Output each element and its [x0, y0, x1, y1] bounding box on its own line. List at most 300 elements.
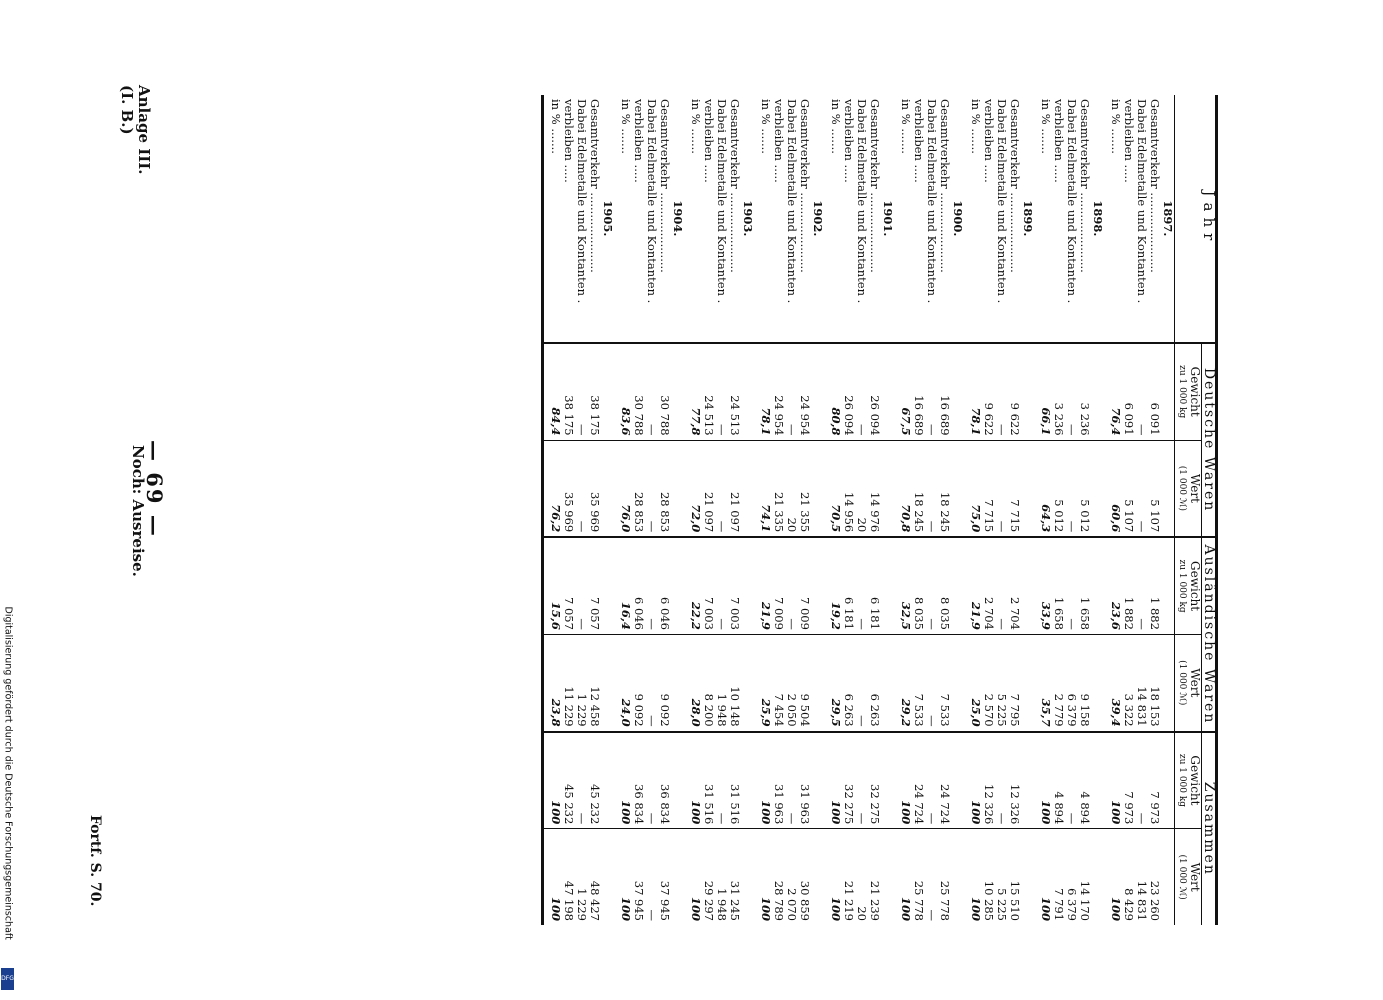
table-cell: 29 297: [702, 880, 716, 921]
year-row: [671, 95, 684, 925]
table-cell: —: [575, 343, 588, 440]
table-cell: 45 232: [588, 732, 601, 829]
table-cell: 100: [969, 896, 983, 921]
table-cell: 7 715: [1008, 440, 1021, 537]
table-cell: 24 513: [702, 343, 715, 440]
anlage-label: [118, 85, 152, 175]
table-cell: 100: [1104, 732, 1122, 829]
table-cell: —: [1135, 343, 1148, 440]
table-cell: 6 379: [1065, 888, 1079, 921]
percent-row: [894, 95, 912, 925]
table-cell: 7 533: [912, 634, 925, 731]
table-cell: 7 057: [562, 537, 575, 634]
table-cell: 21,9: [964, 537, 982, 634]
year-label: 1897.: [1161, 95, 1175, 343]
table-cell: 31 963: [798, 732, 811, 829]
table-cell: 16,4: [614, 537, 632, 634]
gesamtverkehr-row: [938, 95, 951, 925]
empty-cell: [601, 829, 614, 925]
table-cell: 1 948: [715, 634, 728, 731]
table-cell: 100: [824, 732, 842, 829]
table-cell: 77,8: [684, 343, 702, 440]
empty-cell: [1091, 732, 1104, 829]
table-cell: 100: [829, 896, 843, 921]
table-cell: 9 622: [982, 343, 995, 440]
table-cell: —: [715, 537, 728, 634]
table-cell: 25,9: [754, 634, 772, 731]
table-cell: 4 894: [1052, 732, 1065, 829]
subheader-gewicht: Gewicht: [1188, 343, 1202, 440]
year-label: 1899.: [1021, 95, 1034, 343]
row-label: verbleiben .....: [1122, 95, 1135, 343]
row-label: Gesamtverkehr ......................: [868, 95, 881, 343]
table-cell: 21 335: [772, 440, 785, 537]
table-cell: 37 945: [658, 880, 672, 921]
table-cell: 8 200: [702, 634, 715, 731]
empty-cell: [671, 829, 684, 925]
column-header-jahr: Jahr: [1175, 95, 1217, 343]
table-cell: 80,8: [824, 343, 842, 440]
table-cell: —: [645, 343, 658, 440]
table-cell: 18 245: [912, 440, 925, 537]
empty-cell: [1161, 829, 1175, 925]
group-header-deutsche: Deutsche Waren: [1202, 343, 1217, 537]
table-cell: 20: [855, 440, 868, 537]
table-cell: 3 236: [1052, 343, 1065, 440]
table-cell: 31 245: [728, 880, 742, 921]
empty-cell: [601, 732, 614, 829]
table-cell: 7 003: [702, 537, 715, 634]
table-cell: —: [575, 537, 588, 634]
edelmetalle-row: [575, 95, 588, 925]
table-cell: 32,5: [894, 537, 912, 634]
empty-cell: [1021, 732, 1034, 829]
table-cell: 5 012: [1052, 440, 1065, 537]
table-cell: 6 379: [1065, 634, 1078, 731]
anlage-title: Anlage III.: [135, 85, 153, 175]
year-row: [1091, 95, 1104, 925]
group-header-auslaendische: Ausländische Waren: [1202, 537, 1217, 731]
empty-cell: [811, 732, 824, 829]
table-cell: —: [785, 732, 798, 829]
table-cell: 18 153: [1148, 634, 1161, 731]
table-cell: 24 724: [938, 732, 951, 829]
table-cell: 26 094: [842, 343, 855, 440]
table-cell: 4 894: [1078, 732, 1091, 829]
verbleiben-row: [982, 95, 995, 925]
percent-row: [964, 95, 982, 925]
empty-cell: [671, 537, 684, 634]
empty-cell: [811, 634, 824, 731]
table-cell: 66,1: [1034, 343, 1052, 440]
table-cell: 100: [964, 732, 982, 829]
row-label: Gesamtverkehr ......................: [1078, 95, 1091, 343]
table-cell: 20: [855, 906, 869, 921]
row-label: Dabei Edelmetalle und Kontanten .: [925, 95, 938, 343]
table-cell: —: [925, 634, 938, 731]
table-cell: 2 050: [785, 634, 798, 731]
year-label: 1901.: [881, 95, 894, 343]
table-cell: 6 263: [842, 634, 855, 731]
table-cell: 9 504: [798, 634, 811, 731]
table-cell: 30 859: [798, 880, 812, 921]
year-row: [1021, 95, 1034, 925]
row-label: verbleiben .....: [982, 95, 995, 343]
table-cell: —: [855, 732, 868, 829]
table-cell: 10 148: [728, 634, 741, 731]
row-label: Gesamtverkehr ......................: [938, 95, 951, 343]
table-cell: 28,0: [684, 634, 702, 731]
group-header-zusammen: Zusammen: [1202, 732, 1217, 925]
table-cell: 8 429: [1122, 888, 1136, 921]
row-label: verbleiben .....: [562, 95, 575, 343]
empty-cell: [601, 634, 614, 731]
empty-cell: [671, 343, 684, 440]
row-label: in % .......: [1034, 95, 1052, 343]
table-cell: —: [995, 732, 1008, 829]
gesamtverkehr-row: [1078, 95, 1091, 925]
row-label: verbleiben .....: [702, 95, 715, 343]
unit-gewicht: zu 1 000 kg: [1175, 537, 1189, 634]
verbleiben-row: [912, 95, 925, 925]
table-cell: 24 724: [912, 732, 925, 829]
empty-cell: [1091, 829, 1104, 925]
empty-cell: [1161, 634, 1175, 731]
table-cell: 76,0: [614, 440, 632, 537]
table-cell: 6 091: [1122, 343, 1135, 440]
table-cell: 5 225: [995, 634, 1008, 731]
year-label: 1905.: [601, 95, 614, 343]
table-cell: 100: [759, 896, 773, 921]
edelmetalle-row: [715, 95, 728, 925]
table-cell: 72,0: [684, 440, 702, 537]
table-cell: —: [785, 537, 798, 634]
table-cell: —: [645, 537, 658, 634]
page-subtitle: Noch: Ausreise.: [129, 445, 147, 577]
table-cell: 20: [785, 440, 798, 537]
subheader-gewicht: Gewicht: [1188, 732, 1202, 829]
year-row: [1161, 95, 1175, 925]
subheader-wert: Wert: [1188, 862, 1202, 892]
table-cell: 11 229: [562, 634, 575, 731]
empty-cell: [811, 343, 824, 440]
table-cell: 21 219: [842, 880, 856, 921]
table-cell: 38 175: [562, 343, 575, 440]
row-label: Gesamtverkehr ......................: [1148, 95, 1161, 343]
empty-cell: [1161, 440, 1175, 537]
table-cell: —: [995, 440, 1008, 537]
table-cell: 6 181: [868, 537, 881, 634]
gesamtverkehr-row: [728, 95, 741, 925]
table-cell: 7 533: [938, 634, 951, 731]
unit-wert: (1 000 ℳ): [1175, 440, 1189, 537]
table-cell: 32 275: [842, 732, 855, 829]
table-cell: —: [1135, 732, 1148, 829]
table-cell: 35 969: [562, 440, 575, 537]
table-cell: 1 229: [575, 888, 589, 921]
table-cell: 7 003: [728, 537, 741, 634]
table-cell: 28 853: [658, 440, 671, 537]
empty-cell: [1161, 732, 1175, 829]
empty-cell: [881, 634, 894, 731]
table-cell: 100: [1109, 896, 1123, 921]
table-cell: 6 046: [658, 537, 671, 634]
row-label: Gesamtverkehr ......................: [1008, 95, 1021, 343]
table-cell: 2 704: [1008, 537, 1021, 634]
table-cell: 100: [549, 896, 563, 921]
table-cell: 15,6: [543, 537, 563, 634]
table-cell: 100: [619, 896, 633, 921]
empty-cell: [741, 343, 754, 440]
table-cell: 24 513: [728, 343, 741, 440]
table-cell: 1 658: [1078, 537, 1091, 634]
row-label: in % .......: [543, 95, 563, 343]
table-cell: 35,7: [1034, 634, 1052, 731]
empty-cell: [1161, 343, 1175, 440]
percent-row: [684, 95, 702, 925]
row-label: in % .......: [754, 95, 772, 343]
table-cell: 5 012: [1078, 440, 1091, 537]
table-cell: 1 882: [1148, 537, 1161, 634]
table-cell: 2 704: [982, 537, 995, 634]
table-cell: —: [715, 732, 728, 829]
table-cell: —: [1065, 440, 1078, 537]
table-cell: 70,8: [894, 440, 912, 537]
table-cell: —: [855, 343, 868, 440]
percent-row: [543, 95, 563, 925]
empty-cell: [811, 537, 824, 634]
row-label: in % .......: [824, 95, 842, 343]
dfg-logo: DFG: [1, 968, 14, 990]
verbleiben-row: [632, 95, 645, 925]
row-label: in % .......: [684, 95, 702, 343]
row-label: Gesamtverkehr ......................: [728, 95, 741, 343]
table-cell: —: [575, 440, 588, 537]
table-cell: 100: [894, 732, 912, 829]
year-row: [601, 95, 614, 925]
row-label: verbleiben .....: [772, 95, 785, 343]
year-label: 1898.: [1091, 95, 1104, 343]
table-cell: 60,6: [1104, 440, 1122, 537]
table-cell: 24,0: [614, 634, 632, 731]
empty-cell: [601, 537, 614, 634]
table-cell: —: [645, 440, 658, 537]
table-cell: 22,2: [684, 537, 702, 634]
empty-cell: [881, 440, 894, 537]
table-cell: 1 882: [1122, 537, 1135, 634]
table-cell: —: [995, 343, 1008, 440]
empty-cell: [951, 732, 964, 829]
table-cell: 23,6: [1104, 537, 1122, 634]
table-cell: 5 107: [1122, 440, 1135, 537]
table-cell: 33,9: [1034, 537, 1052, 634]
gesamtverkehr-row: [1008, 95, 1021, 925]
row-label: in % .......: [964, 95, 982, 343]
table-cell: —: [645, 634, 658, 731]
table-cell: 48 427: [588, 880, 602, 921]
table-cell: 28 789: [772, 880, 786, 921]
empty-cell: [1021, 440, 1034, 537]
empty-cell: [1091, 537, 1104, 634]
table-cell: 38 175: [588, 343, 601, 440]
table-cell: 100: [1034, 732, 1052, 829]
table-cell: 23 260: [1148, 880, 1162, 921]
table-cell: 9 158: [1078, 634, 1091, 731]
page-number: — 69 —: [142, 440, 167, 538]
table-cell: 30 788: [658, 343, 671, 440]
table-cell: 14 976: [868, 440, 881, 537]
table-cell: 16 689: [938, 343, 951, 440]
row-label: Dabei Edelmetalle und Kontanten .: [1135, 95, 1148, 343]
unit-wert: (1 000 ℳ): [1175, 634, 1189, 731]
table-cell: 100: [1039, 896, 1053, 921]
table-cell: 25 778: [912, 880, 926, 921]
table-cell: 31 516: [702, 732, 715, 829]
edelmetalle-row: [995, 95, 1008, 925]
empty-cell: [881, 537, 894, 634]
table-cell: 29,5: [824, 634, 842, 731]
subheader-wert: Wert: [1188, 440, 1202, 537]
empty-cell: [1091, 440, 1104, 537]
table-cell: 2 570: [982, 634, 995, 731]
table-cell: 18 245: [938, 440, 951, 537]
table-cell: 14 831: [1135, 880, 1149, 921]
edelmetalle-row: [1065, 95, 1078, 925]
table-cell: 35 969: [588, 440, 601, 537]
gesamtverkehr-row: [798, 95, 811, 925]
edelmetalle-row: [925, 95, 938, 925]
table-cell: 1 229: [575, 634, 588, 731]
edelmetalle-row: [1135, 95, 1148, 925]
row-label: Dabei Edelmetalle und Kontanten .: [1065, 95, 1078, 343]
year-row: [811, 95, 824, 925]
empty-cell: [951, 343, 964, 440]
table-cell: 8 035: [912, 537, 925, 634]
table-cell: 15 510: [1008, 880, 1022, 921]
row-label: Gesamtverkehr ......................: [798, 95, 811, 343]
row-label: in % .......: [894, 95, 912, 343]
table-cell: 67,5: [894, 343, 912, 440]
table-cell: 28 853: [632, 440, 645, 537]
table-cell: 14 956: [842, 440, 855, 537]
anlage-subtitle: (I. B.): [118, 85, 136, 135]
empty-cell: [741, 634, 754, 731]
table-cell: 7 715: [982, 440, 995, 537]
empty-cell: [671, 634, 684, 731]
empty-cell: [1021, 829, 1034, 925]
table-cell: 75,0: [964, 440, 982, 537]
percent-row: [824, 95, 842, 925]
table-cell: 1 658: [1052, 537, 1065, 634]
table-cell: 10 285: [982, 880, 996, 921]
row-label: Dabei Edelmetalle und Kontanten .: [855, 95, 868, 343]
table-cell: 84,4: [543, 343, 563, 440]
row-label: Gesamtverkehr ......................: [588, 95, 601, 343]
table-cell: 7 009: [772, 537, 785, 634]
empty-cell: [1161, 537, 1175, 634]
table-cell: —: [925, 343, 938, 440]
table-cell: 25 778: [938, 880, 952, 921]
table-cell: 9 622: [1008, 343, 1021, 440]
percent-row: [754, 95, 772, 925]
table-cell: 9 092: [632, 634, 645, 731]
table-cell: 30 788: [632, 343, 645, 440]
table-cell: 78,1: [964, 343, 982, 440]
table-cell: 31 963: [772, 732, 785, 829]
table-body: [543, 95, 1175, 925]
table-cell: —: [575, 732, 588, 829]
table-cell: 3 236: [1078, 343, 1091, 440]
table-cell: 29,2: [894, 634, 912, 731]
table-cell: —: [645, 732, 658, 829]
row-label: verbleiben .....: [632, 95, 645, 343]
empty-cell: [741, 537, 754, 634]
empty-cell: [951, 829, 964, 925]
empty-cell: [601, 440, 614, 537]
row-label: verbleiben .....: [912, 95, 925, 343]
verbleiben-row: [1122, 95, 1135, 925]
subheader-wert: Wert: [1188, 634, 1202, 731]
table-cell: 6 181: [842, 537, 855, 634]
year-row: [951, 95, 964, 925]
verbleiben-row: [562, 95, 575, 925]
year-row: [741, 95, 754, 925]
table-cell: 25,0: [964, 634, 982, 731]
table-cell: —: [715, 440, 728, 537]
empty-cell: [951, 634, 964, 731]
table-cell: 6 091: [1148, 343, 1161, 440]
unit-wert: (1 000 ℳ): [1175, 829, 1189, 925]
table-cell: 14 831: [1135, 634, 1148, 731]
table-cell: 100: [689, 896, 703, 921]
side-credit-text: Digitalisierung gefördert durch die Deutsche Forschungsgemeinschaft: [2, 606, 14, 940]
table-cell: 14 170: [1078, 880, 1092, 921]
table-cell: 6 263: [868, 634, 881, 731]
table-cell: 5 225: [995, 888, 1009, 921]
empty-cell: [811, 440, 824, 537]
table-cell: —: [1135, 537, 1148, 634]
table-cell: 100: [614, 732, 632, 829]
table-cell: 7 795: [1008, 634, 1021, 731]
empty-cell: [951, 537, 964, 634]
empty-cell: [741, 829, 754, 925]
empty-cell: [741, 732, 754, 829]
table-cell: 76,2: [543, 440, 563, 537]
table-cell: 36 834: [658, 732, 671, 829]
table-cell: 32 275: [868, 732, 881, 829]
table-cell: 19,2: [824, 537, 842, 634]
table-cell: —: [925, 732, 938, 829]
table-cell: 83,6: [614, 343, 632, 440]
table-cell: 21 239: [868, 880, 882, 921]
year-label: 1904.: [671, 95, 684, 343]
table-cell: 76,4: [1104, 343, 1122, 440]
year-label: 1902.: [811, 95, 824, 343]
year-row: [881, 95, 894, 925]
empty-cell: [601, 343, 614, 440]
table-cell: —: [925, 537, 938, 634]
table-cell: —: [645, 909, 659, 921]
table-cell: 7 057: [588, 537, 601, 634]
table-cell: —: [995, 537, 1008, 634]
table-cell: 16 689: [912, 343, 925, 440]
table-cell: —: [1135, 440, 1148, 537]
table-cell: 45 232: [562, 732, 575, 829]
table-cell: 39,4: [1104, 634, 1122, 731]
table-cell: 7 791: [1052, 888, 1066, 921]
edelmetalle-row: [785, 95, 798, 925]
empty-cell: [671, 440, 684, 537]
